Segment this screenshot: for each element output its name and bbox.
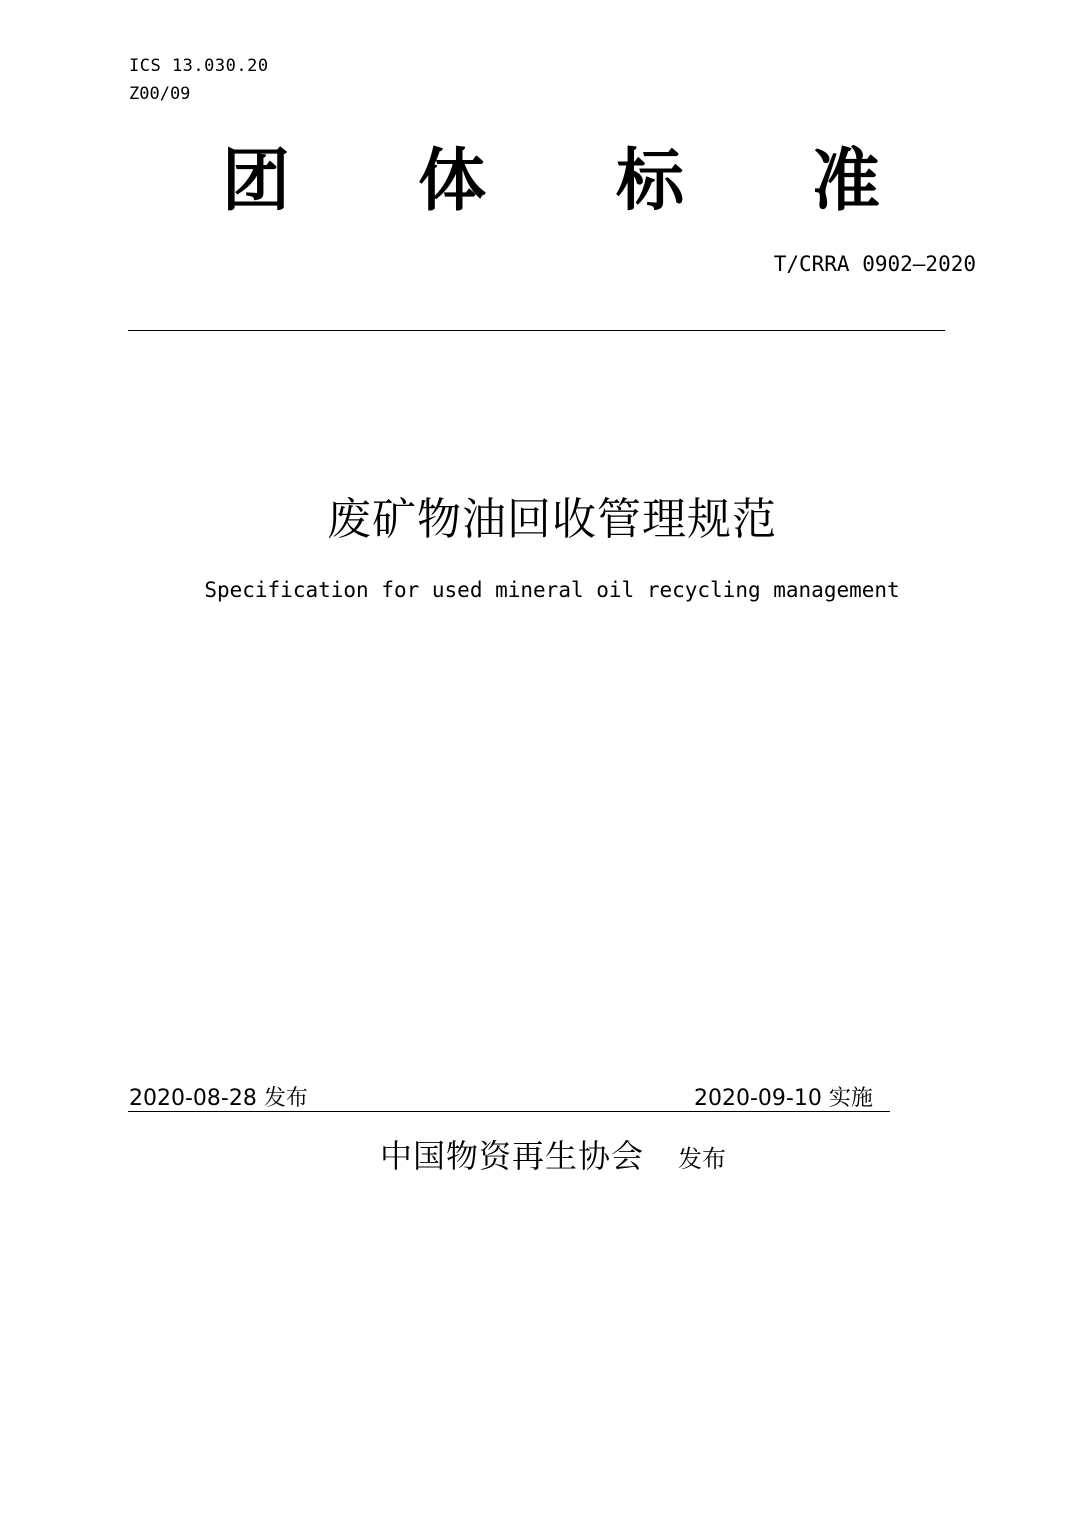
implement-date: 2020-09-10 实施 xyxy=(694,1086,873,1111)
standard-number: T/CRRA 0902—2020 xyxy=(773,252,976,276)
date-divider xyxy=(128,1111,890,1112)
standard-type-char: 准 xyxy=(811,142,880,221)
standard-type-char: 标 xyxy=(615,142,684,221)
publish-date: 2020-08-28 发布 xyxy=(129,1086,308,1111)
ics-code: ICS 13.030.20 xyxy=(129,56,269,76)
header-divider xyxy=(128,330,945,331)
publisher-name: 中国物资再生协会 xyxy=(380,1137,645,1175)
document-title-chinese: 废矿物油回收管理规范 xyxy=(327,494,777,545)
standard-type-char: 体 xyxy=(417,142,486,221)
document-title-english: Specification for used mineral oil recycling management xyxy=(204,578,900,602)
classification-code: Z00/09 xyxy=(129,84,191,104)
publisher-suffix: 发布 xyxy=(678,1145,726,1173)
standard-type-char: 团 xyxy=(221,142,290,221)
